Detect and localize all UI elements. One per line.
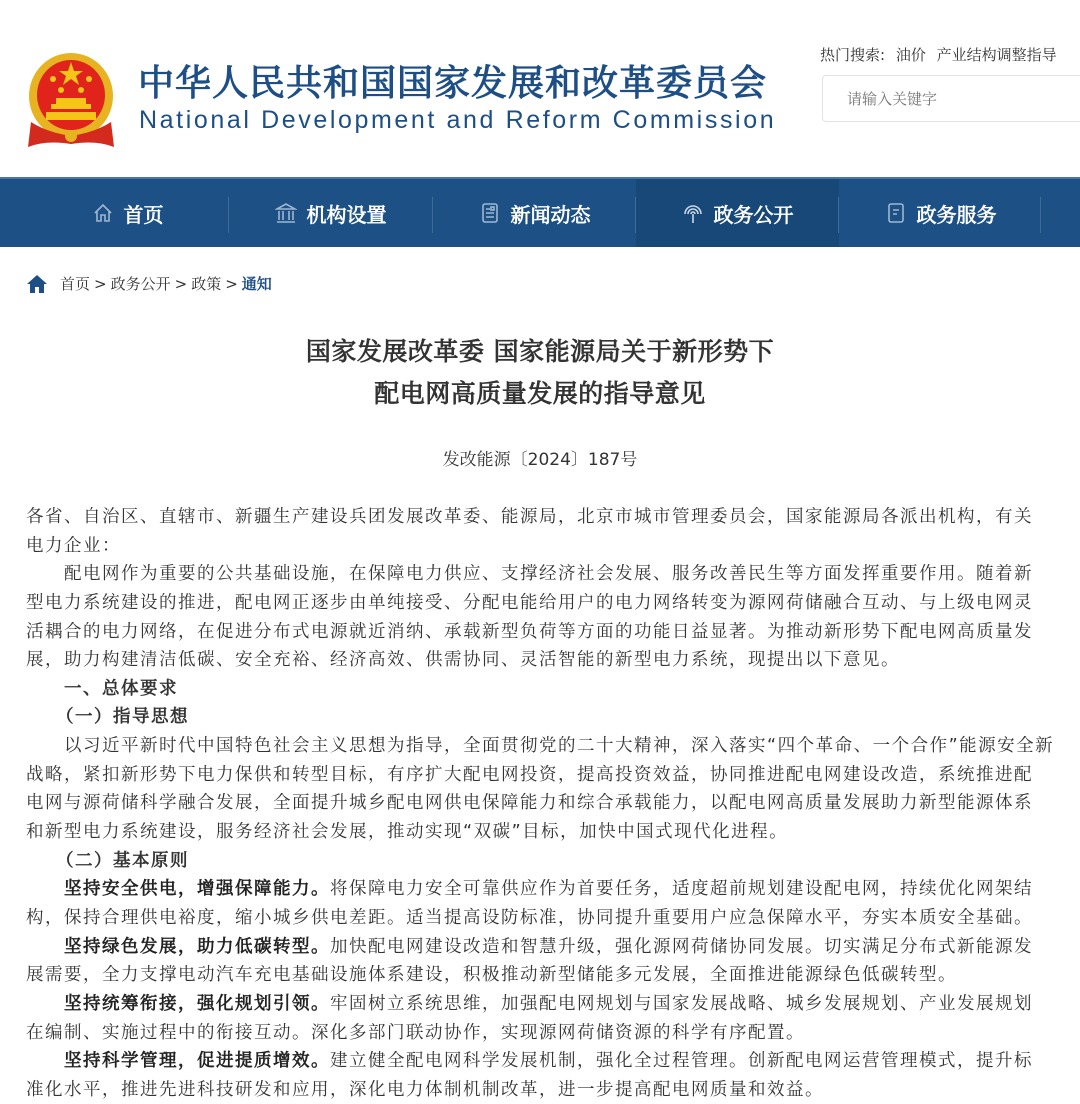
guiding-line: 电网与源荷储科学融合发展，全面提升城乡配电网供电保障能力和综合承载能力，以配电网高质量发展助力新型能源体系: [26, 793, 1033, 814]
principle-line: 在编制、实施过程中的衔接互动。深化多部门联动协作，实现源网荷储资源的科学有序配置。: [26, 1022, 805, 1043]
building-icon: [275, 202, 297, 224]
home-icon: [26, 274, 48, 294]
document-icon: [885, 202, 907, 224]
site-name-cn: 中华人民共和国国家发展和改革委员会: [138, 63, 768, 104]
main-nav: [0, 177, 1080, 247]
intro-line: 活耦合的电力网络，在促进分布式电源就近消纳、承载新型负荷等方面的功能日益显著。为推动新形势下配电网高质量发: [26, 621, 1033, 642]
breadcrumb-separator: >: [225, 274, 238, 293]
site-name-en: National Development and Reform Commission: [139, 106, 777, 134]
principle-text: 牢固树立系统思维，加强配电网规划与国家发展战略、城乡发展规划、产业发展规划: [330, 993, 1033, 1014]
nav-item-gov-affairs[interactable]: [636, 179, 839, 247]
article-body: [26, 503, 1066, 1104]
search-input[interactable]: [822, 75, 1080, 122]
nav-label: 机构设置: [306, 202, 387, 227]
intro-line: 展，助力构建清洁低碳、安全充裕、经济高效、供需协同、灵活智能的新型电力系统，现提出以下意见。: [26, 650, 900, 671]
nav-label: 新闻动态: [510, 202, 591, 227]
hot-search-label: 热门搜索:: [820, 46, 886, 64]
intro-line: 型电力系统建设的推进，配电网正逐步由单纯接受、分配电能给用户的电力网络转变为源网荷储融合互动、与上级电网灵: [26, 592, 1033, 613]
principle-heading: 坚持统筹衔接，强化规划引领。: [64, 993, 330, 1014]
principle-text: 建立健全配电网科学发展机制，强化全过程管理。创新配电网运营管理模式，提升标: [330, 1051, 1033, 1072]
breadcrumb-link[interactable]: 政务公开: [110, 275, 171, 293]
breadcrumb-link[interactable]: 首页: [60, 275, 91, 293]
principle-line: [26, 875, 1066, 904]
nav-label: 政务服务: [916, 202, 997, 227]
breadcrumb-separator: >: [174, 274, 188, 293]
home-icon: [92, 202, 114, 224]
principle-heading: 坚持绿色发展，助力低碳转型。: [64, 936, 330, 957]
news-icon: [479, 202, 501, 224]
nav-item-services[interactable]: [839, 179, 1042, 247]
principle-line: 构，保持合理供电裕度，缩小城乡供电差距。适当提高设防标准，协同提升重要用户应急保障水平，夯实本质安全基础。: [26, 907, 1033, 928]
intro-line: 配电网作为重要的公共基础设施，在保障电力供应、支撑经济社会发展、服务改善民生等方面发挥重要作用。随着新: [64, 564, 1033, 585]
principle-line: [26, 1047, 1066, 1076]
article-title-line: 国家发展改革委 国家能源局关于新形势下: [305, 337, 775, 366]
principle-line: 准化水平，推进先进科技研发和应用，深化电力体制机制改革，进一步提高配电网质量和效益。: [26, 1079, 824, 1100]
breadcrumb-link[interactable]: 政策: [191, 275, 222, 293]
nav-label: 政务公开: [713, 202, 794, 227]
nav-label: 首页: [123, 202, 164, 227]
breadcrumb-current[interactable]: 通知: [241, 275, 272, 293]
hot-search: [820, 45, 1063, 65]
nav-item-organization[interactable]: [229, 179, 432, 247]
signal-icon: [682, 202, 704, 224]
guiding-line: 以习近平新时代中国特色社会主义思想为指导，全面贯彻党的二十大精神，深入落实“四个革命、一个合作”能源安全新: [64, 736, 1055, 757]
recipients-line: 电力企业：: [26, 535, 121, 556]
nav-item-home[interactable]: [26, 179, 229, 247]
principle-text: 将保障电力安全可靠供应作为首要任务，适度超前规划建设配电网，持续优化网架结: [330, 879, 1033, 900]
principle-line: [26, 990, 1066, 1019]
principle-line: [26, 933, 1066, 962]
principle-heading: 坚持安全供电，增强保障能力。: [64, 879, 330, 900]
hot-search-term[interactable]: 油价: [895, 46, 926, 64]
principle-text: 加快配电网建设改造和智慧升级，强化源网荷储协同发展。切实满足分布式新能源发: [330, 936, 1033, 957]
breadcrumb-separator: >: [94, 274, 107, 293]
principle-heading: 坚持科学管理，促进提质增效。: [64, 1051, 330, 1072]
guiding-line: 战略，紧扣新形势下电力保供和转型目标，有序扩大配电网投资，提高投资效益，协同推进配电网建设改造，系统推进配: [26, 764, 1033, 785]
national-emblem-logo[interactable]: [26, 52, 116, 149]
recipients-line: 各省、自治区、直辖市、新疆生产建设兵团发展改革委、能源局，北京市城市管理委员会，国家能源局各派出机构，有关: [26, 507, 1033, 527]
guiding-line: 和新型电力系统建设，服务经济社会发展，推动实现“双碳”目标，加快中国式现代化进程。: [26, 822, 789, 843]
article-title-line: 配电网高质量发展的指导意见: [374, 379, 706, 408]
nav-divider: [1040, 197, 1041, 233]
subsection-heading: （二）基本原则: [56, 850, 189, 871]
principle-line: 展需要，全力支撑电动汽车充电基础设施体系建设，积极推动新型储能多元发展，全面推进能源绿色低碳转型。: [26, 965, 957, 986]
document-number: 发改能源〔2024〕187号: [442, 450, 638, 470]
subsection-heading: （一）指导思想: [56, 707, 189, 728]
hot-search-term[interactable]: 产业结构调整指导: [936, 46, 1057, 64]
breadcrumb: [26, 273, 272, 294]
section-heading: 一、总体要求: [64, 678, 178, 699]
nav-item-news[interactable]: [433, 179, 636, 247]
